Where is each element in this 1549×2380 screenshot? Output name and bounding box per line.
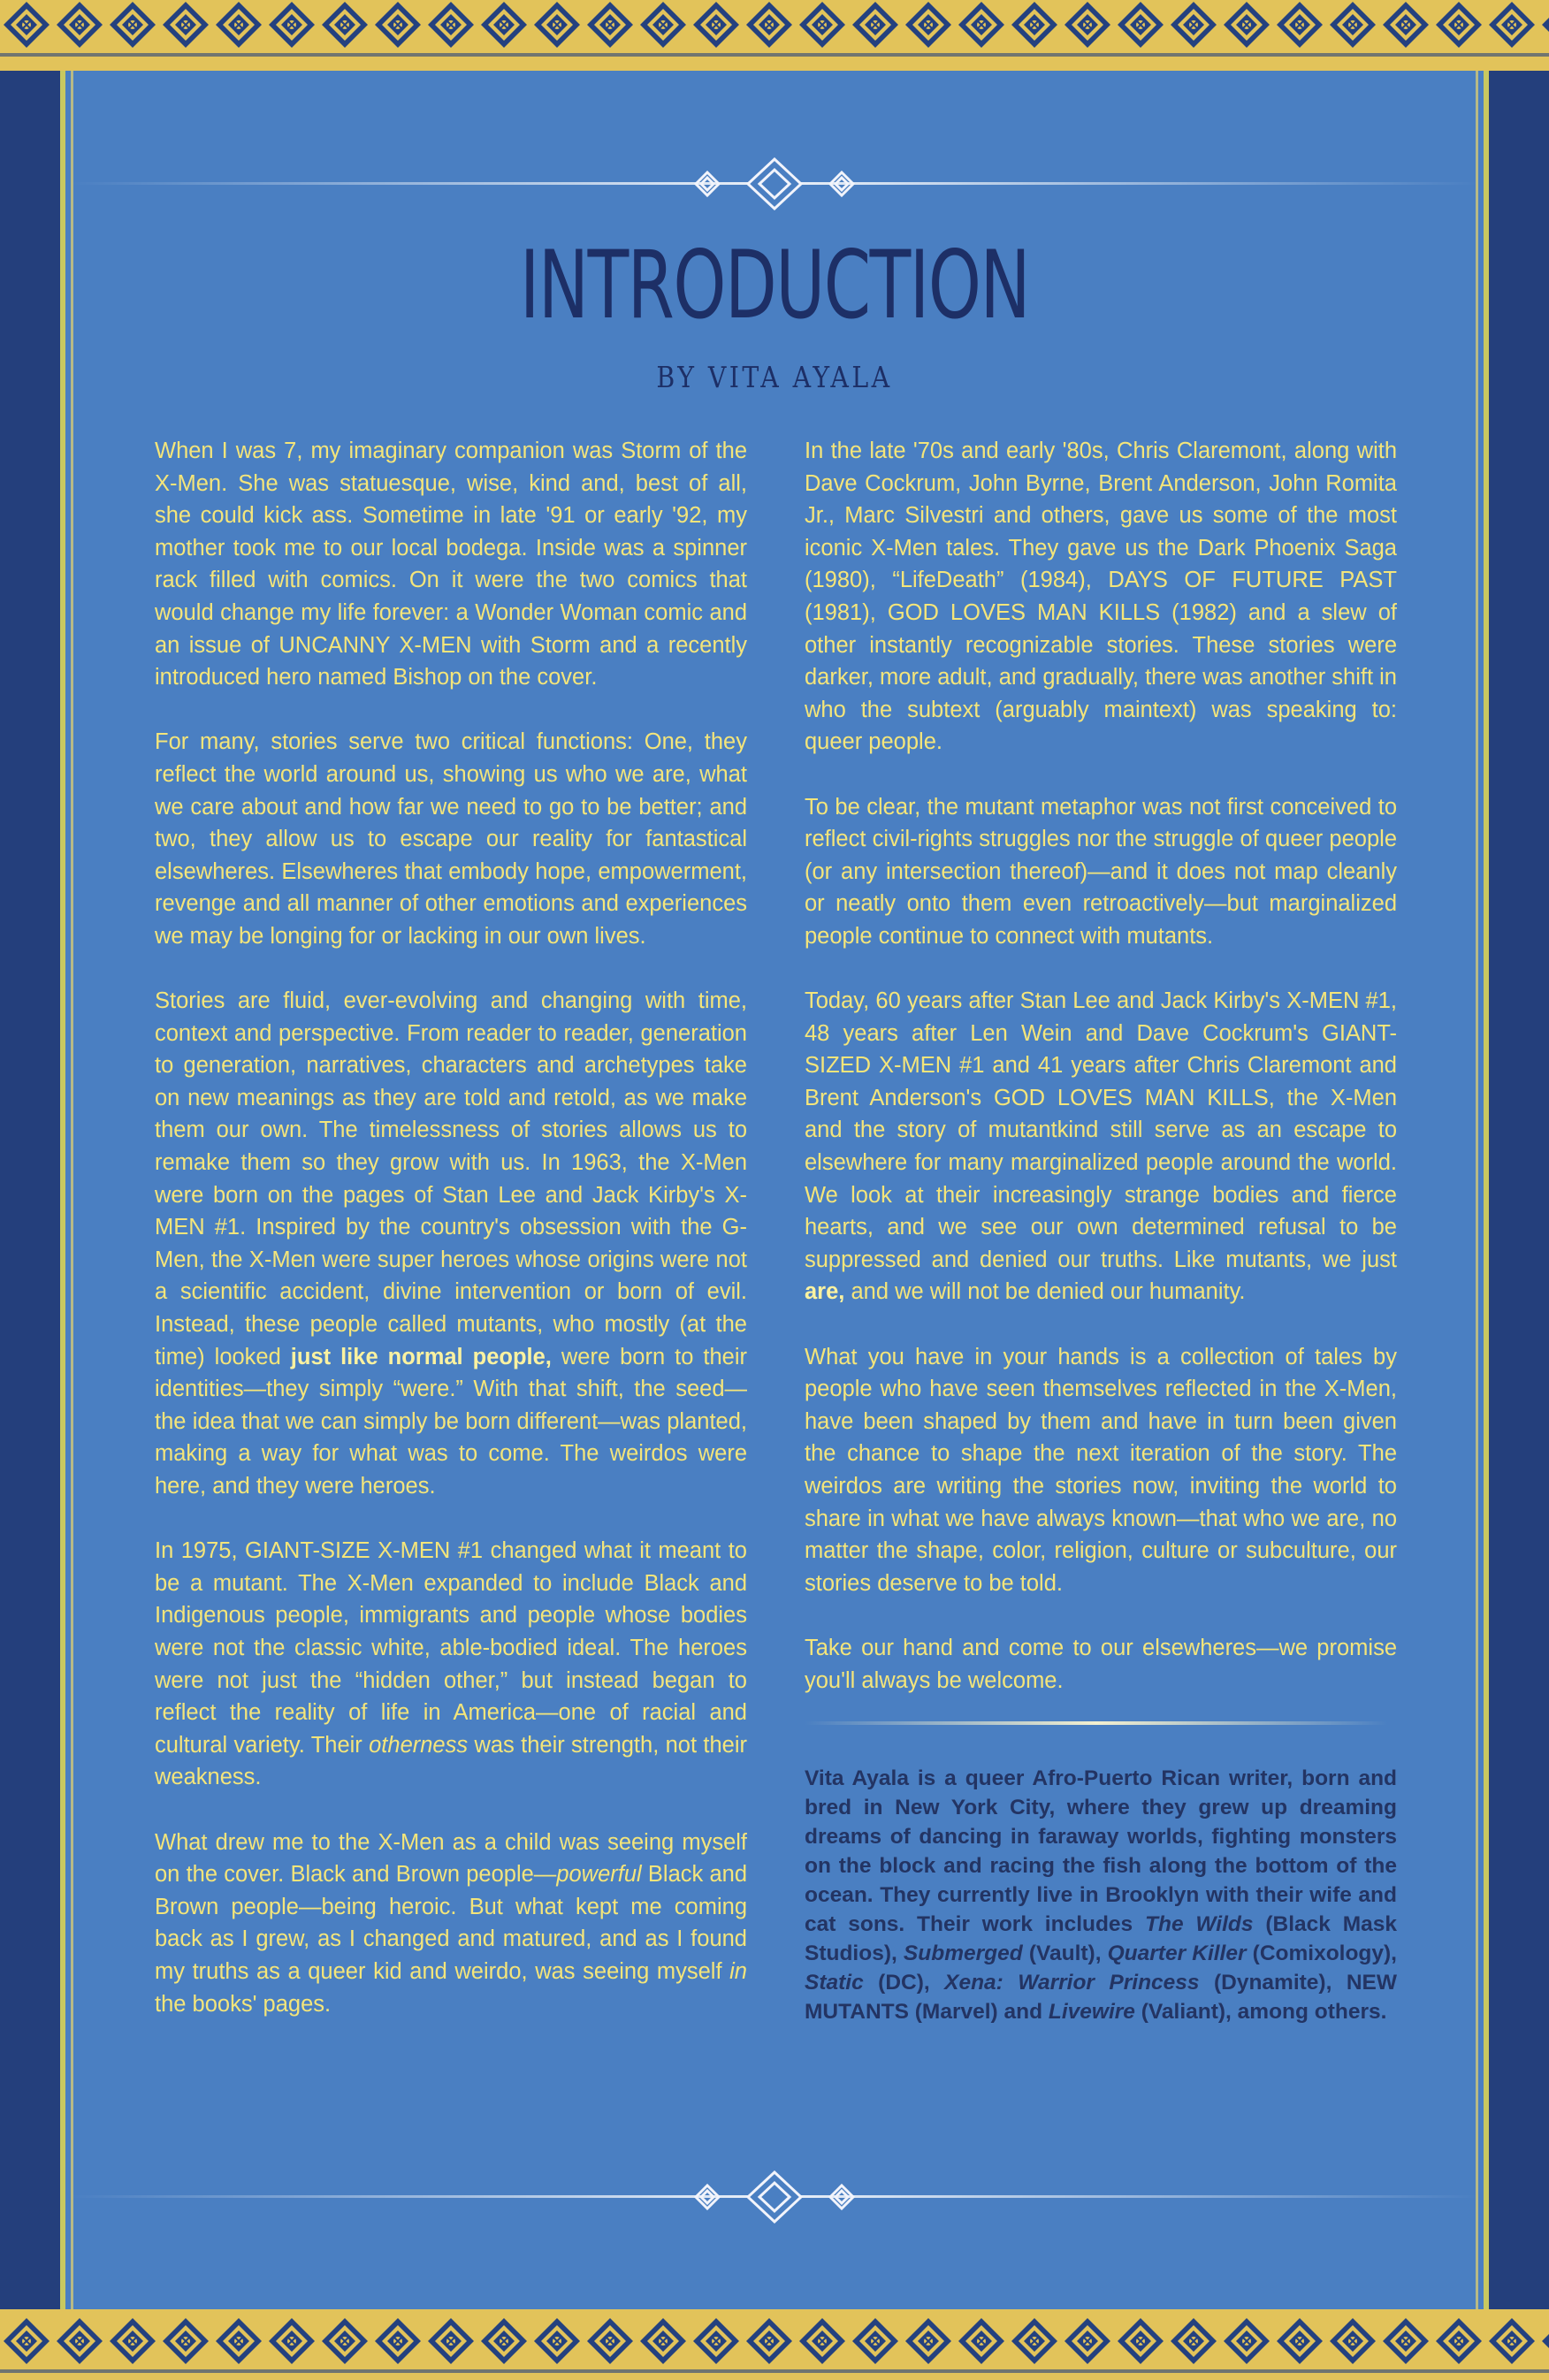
paragraph: In the late '70s and early '80s, Chris Claremont, along with Dave Cockrum, John Byrne, Brent Anderson, John Romita Jr., Marc Silvestri and others, gave us some of the most iconic X-Men tales. They gave us the Dark Phoenix Saga (1980), “LifeDeath” (1984), DAYS OF FUTURE PAST (1981), GOD LOVES MAN KILLS (1982) and a slew of other instantly recognizable stories. These stories were darker, more adult, and gradually, there was another shift in who the subtext (arguably maintext) was speaking to: queer people. bbox=[805, 439, 1397, 755]
bio-divider bbox=[805, 1721, 1388, 1725]
panel-inner-line-left bbox=[71, 71, 73, 2316]
bottom-ornament-divider bbox=[71, 2170, 1478, 2224]
panel-inner-line-right bbox=[1476, 71, 1478, 2316]
page-title: INTRODUCTION bbox=[519, 231, 1030, 339]
right-column bbox=[805, 435, 1397, 2059]
left-column bbox=[155, 435, 747, 2053]
paragraph: For many, stories serve two critical functions: One, they reflect the world around us, showing us who we are, what we care about and how far we need to go to be better; and two, they allow us to escape our reality for fantastical elsewheres. Elsewheres that embody hope, empowerment, revenge and all manner of other emotions and experiences we may be longing for or lacking in our own lives. bbox=[155, 729, 747, 949]
paragraph: Stories are fluid, ever-evolving and changing with time, context and perspective. From reader to reader, generation to generation, narratives, characters and archetypes take on new meanings as they are told and retold, as we make them our own. The timelessness of stories allows us to remake them so they grow with us. In 1963, the X-Men were born on the pages of Stan Lee and Jack Kirby's X-MEN #1. Inspired by the country's obsession with the G-Men, the X-Men were super heroes whose origins were not a scientific accident, divine intervention or born of evil. Instead, these people called mutants, who mostly (at the time) looked just like normal people, were born to their identities—they simply “were.” With that shift, the seed—the idea that we can simply be born different—was planted, making a way for what was to come. The weirdos were here, and they were heroes. bbox=[155, 988, 747, 1499]
top-decorative-border bbox=[0, 0, 1549, 64]
paragraph: Take our hand and come to our elsewheres—we promise you'll always be welcome. bbox=[805, 1635, 1397, 1693]
paragraph: In 1975, GIANT-SIZE X-MEN #1 changed what it meant to be a mutant. The X-Men expanded to include Black and Indigenous people, immigrants and people whose bodies were not the classic white, able-bodied ideal. The heroes were not just the “hidden other,” but instead began to reflect the reality of life in America—one of racial and cultural variety. Their otherness was their strength, not their weakness. bbox=[155, 1538, 747, 1790]
emphasis: are, bbox=[805, 1279, 845, 1305]
bottom-decorative-border bbox=[0, 2316, 1549, 2380]
paragraph: To be clear, the mutant metaphor was not first conceived to reflect civil-rights struggles nor the struggle of queer people (or any intersection thereof)—and it does not map cleanly or neatly onto them even retroactively—but marginalized people continue to connect with mutants. bbox=[805, 794, 1397, 949]
byline: BY VITA AYALA bbox=[656, 360, 893, 394]
right-margin bbox=[1489, 71, 1549, 2316]
emphasis: just like normal people, bbox=[290, 1344, 552, 1369]
author-bio: Vita Ayala is a queer Afro-Puerto Rican writer, born and bred in New York City, where they grew up dreaming dreams of dancing in faraway worlds, fighting monsters on the block and racing the fish along the bottom of the ocean. They currently live in Brooklyn with their wife and cat sons. Their work includes The Wilds (Black Mask Studios), Submerged (Vault), Quarter Killer (Comixology), Static (DC), Xena: Warrior Princess (Dynamite), NEW MUTANTS (Marvel) and Livewire (Valiant), among others. bbox=[805, 1766, 1397, 2025]
emphasis: in bbox=[729, 1958, 747, 1984]
emphasis: otherness bbox=[369, 1732, 469, 1758]
top-ornament-divider bbox=[71, 157, 1478, 210]
paragraph: What you have in your hands is a collection of tales by people who have seen themselves reflected in the X-Men, have been shaped by them and have in turn been given the chance to shape the next iteration of the story. The weirdos are writing the stories now, inviting the world to share in what we have always known—that who we are, no matter the shape, color, religion, culture or subculture, our stories deserve to be told. bbox=[805, 1344, 1397, 1596]
paragraph: What drew me to the X-Men as a child was seeing myself on the cover. Black and Brown people—powerful Black and Brown people—being heroic. But what kept me coming back as I grew, as I changed and matured, and as I found my truths as a queer kid and weirdo, was seeing myself in the books' pages. bbox=[155, 1829, 748, 2017]
left-margin bbox=[0, 71, 60, 2316]
paragraph: Today, 60 years after Stan Lee and Jack Kirby's X-MEN #1, 48 years after Len Wein and Dave Cockrum's GIANT-SIZED X-MEN #1 and 41 years after Chris Claremont and Brent Anderson's GOD LOVES MAN KILLS, the X-Men and the story of mutantkind still serve as an escape to elsewhere for many marginalized people around the world. We look at their increasingly strange bodies and fierce hearts, and we see our own determined refusal to be suppressed and denied our truths. Like mutants, we just are, and we will not be denied our humanity. bbox=[805, 988, 1397, 1305]
emphasis: powerful bbox=[556, 1862, 642, 1888]
paragraph: When I was 7, my imaginary companion was Storm of the X-Men. She was statuesque, wise, kind and, best of all, she could kick ass. Sometime in late '91 or early '92, my mother took me to our local bodega. Inside was a spinner rack filled with comics. On it were the two comics that would change my life forever: a Wonder Woman comic and an issue of UNCANNY X-MEN with Storm and a recently introduced hero named Bishop on the cover. bbox=[155, 439, 747, 690]
